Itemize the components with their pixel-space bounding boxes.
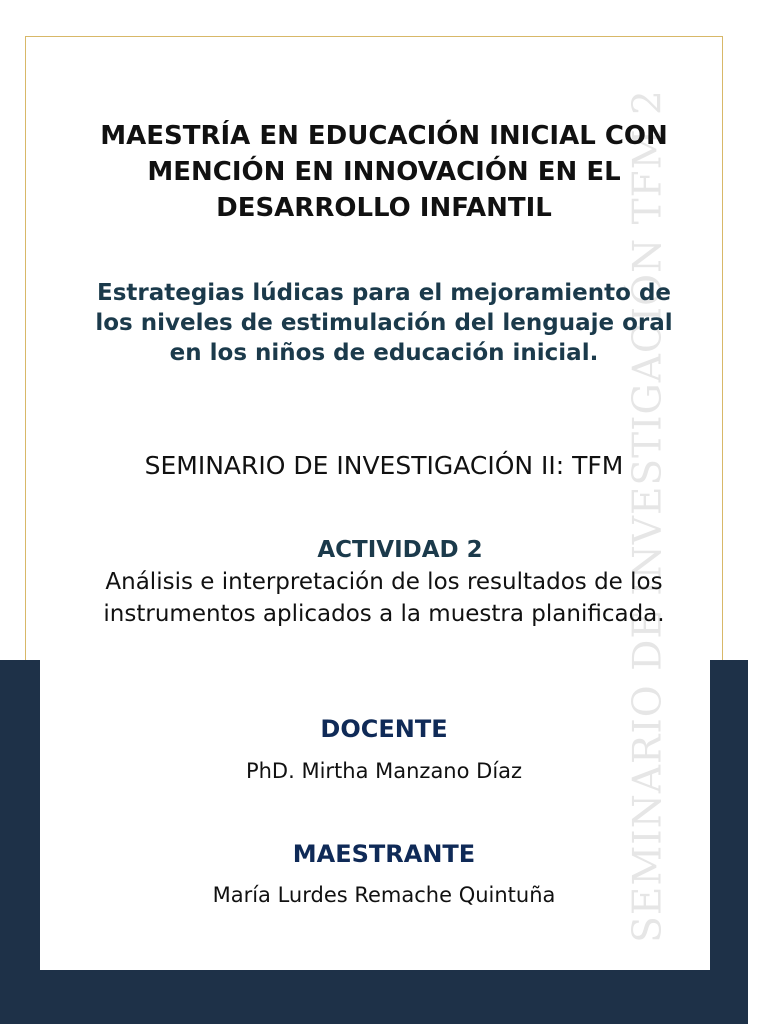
docente-name: PhD. Mirtha Manzano Díaz [245, 759, 523, 783]
maestrante-label: MAESTRANTE [292, 840, 476, 868]
program-title: MAESTRÍA EN EDUCACIÓN INICIAL CON MENCIÓN EN INNOVACIÓN EN EL DESARROLLO INFANTIL [100, 121, 668, 223]
watermark-text: SEMINARIO DE INVESTIGACIÓN TFM 2 [625, 89, 671, 943]
docente-label: DOCENTE [320, 715, 448, 743]
activity-label: ACTIVIDAD 2 [317, 537, 483, 563]
thesis-title: Estrategias lúdicas para el mejoramiento de los niveles de estimulación del lenguaje oral en los niños de educación inicial. [95, 280, 673, 366]
seminar-title: SEMINARIO DE INVESTIGACIÓN II: TFM [144, 451, 624, 480]
maestrante-name: María Lurdes Remache Quintuña [212, 883, 556, 907]
activity-description: Análisis e interpretación de los resultados de los instrumentos aplicados a la muestra planificada. [103, 569, 665, 627]
